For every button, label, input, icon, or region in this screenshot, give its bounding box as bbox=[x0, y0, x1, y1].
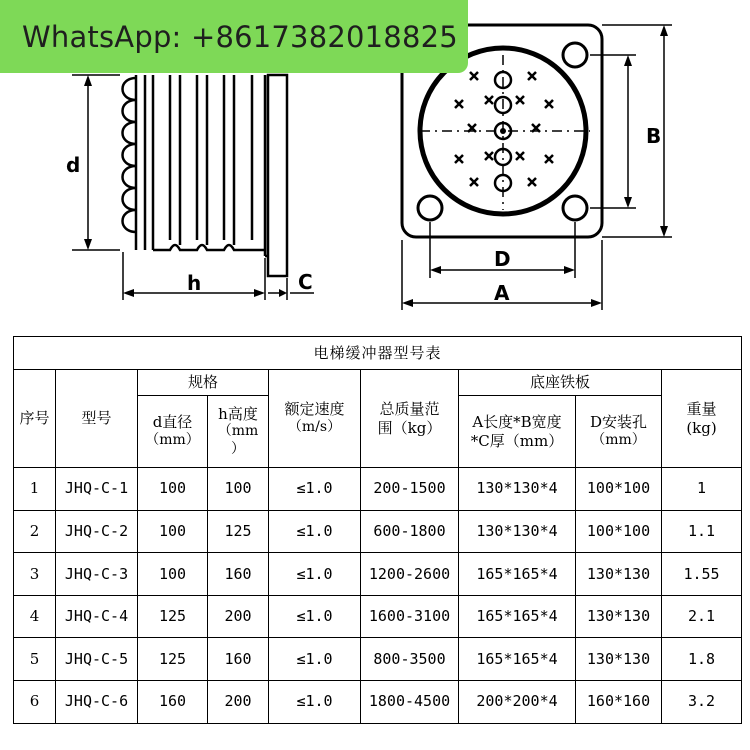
whatsapp-text: WhatsApp: +8617382018825 bbox=[22, 19, 458, 54]
label-c: C bbox=[298, 270, 313, 294]
cell-d: 100 bbox=[138, 553, 208, 596]
cell-weight: 1 bbox=[662, 468, 742, 511]
cell-weight: 1.8 bbox=[662, 638, 742, 681]
table-row bbox=[14, 680, 742, 723]
cell-speed: ≤1.0 bbox=[269, 510, 361, 553]
cell-abc: 165*165*4 bbox=[459, 638, 576, 681]
cell-h: 125 bbox=[208, 510, 269, 553]
cell-mass: 1800-4500 bbox=[361, 680, 459, 723]
cell-abc: 130*130*4 bbox=[459, 510, 576, 553]
cell-mass: 800-3500 bbox=[361, 638, 459, 681]
cell-model: JHQ-C-5 bbox=[56, 638, 138, 681]
label-dd: D bbox=[494, 247, 511, 271]
cell-seq: 4 bbox=[14, 595, 56, 638]
label-h: h bbox=[187, 271, 202, 295]
buffer-side-view bbox=[123, 75, 288, 276]
cell-weight: 2.1 bbox=[662, 595, 742, 638]
cell-seq: 2 bbox=[14, 510, 56, 553]
cell-seq: 6 bbox=[14, 680, 56, 723]
cell-abc: 200*200*4 bbox=[459, 680, 576, 723]
table-row bbox=[14, 595, 742, 638]
cell-hole: 130*130 bbox=[576, 638, 662, 681]
cell-mass: 1200-2600 bbox=[361, 553, 459, 596]
header-abc: A长度*B宽度 *C厚（mm） bbox=[459, 396, 576, 468]
cell-abc: 165*165*4 bbox=[459, 595, 576, 638]
cell-seq: 1 bbox=[14, 468, 56, 511]
header-hole: D安装孔 （mm） bbox=[576, 396, 662, 468]
cell-model: JHQ-C-1 bbox=[56, 468, 138, 511]
cell-h: 100 bbox=[208, 468, 269, 511]
cell-h: 200 bbox=[208, 680, 269, 723]
header-mass: 总质量范 围（kg） bbox=[361, 370, 459, 468]
label-b: B bbox=[646, 124, 662, 148]
cell-h: 200 bbox=[208, 595, 269, 638]
cell-d: 100 bbox=[138, 510, 208, 553]
table-row bbox=[14, 510, 742, 553]
table-row bbox=[14, 638, 742, 681]
cell-mass: 1600-3100 bbox=[361, 595, 459, 638]
cell-speed: ≤1.0 bbox=[269, 468, 361, 511]
table-body bbox=[14, 468, 742, 724]
cell-hole: 100*100 bbox=[576, 468, 662, 511]
label-d: d bbox=[66, 153, 81, 177]
cell-weight: 1.1 bbox=[662, 510, 742, 553]
cell-model: JHQ-C-3 bbox=[56, 553, 138, 596]
cell-abc: 165*165*4 bbox=[459, 553, 576, 596]
cell-d: 160 bbox=[138, 680, 208, 723]
cell-hole: 160*160 bbox=[576, 680, 662, 723]
table-row bbox=[14, 468, 742, 511]
cell-hole: 130*130 bbox=[576, 595, 662, 638]
cell-hole: 130*130 bbox=[576, 553, 662, 596]
header-speed: 额定速度 （m/s） bbox=[269, 370, 361, 468]
header-h-height: h高度 （mm ） bbox=[208, 396, 269, 468]
whatsapp-banner bbox=[0, 0, 468, 73]
cell-mass: 200-1500 bbox=[361, 468, 459, 511]
table-title: 电梯缓冲器型号表 bbox=[14, 337, 742, 370]
label-a: A bbox=[494, 281, 510, 305]
header-model: 型号 bbox=[56, 370, 138, 468]
header-base: 底座铁板 bbox=[459, 370, 662, 396]
cell-speed: ≤1.0 bbox=[269, 595, 361, 638]
cell-abc: 130*130*4 bbox=[459, 468, 576, 511]
cell-h: 160 bbox=[208, 553, 269, 596]
cell-model: JHQ-C-6 bbox=[56, 680, 138, 723]
cell-d: 125 bbox=[138, 595, 208, 638]
cell-speed: ≤1.0 bbox=[269, 553, 361, 596]
header-d-diameter: d直径 （mm） bbox=[138, 396, 208, 468]
header-seq: 序号 bbox=[14, 370, 56, 468]
header-weight: 重量 (kg) bbox=[662, 370, 742, 468]
header-spec: 规格 bbox=[138, 370, 269, 396]
model-spec-table bbox=[13, 336, 742, 724]
cell-h: 160 bbox=[208, 638, 269, 681]
cell-seq: 5 bbox=[14, 638, 56, 681]
cell-weight: 3.2 bbox=[662, 680, 742, 723]
cell-d: 100 bbox=[138, 468, 208, 511]
cell-model: JHQ-C-2 bbox=[56, 510, 138, 553]
table-row bbox=[14, 553, 742, 596]
cell-speed: ≤1.0 bbox=[269, 680, 361, 723]
cell-hole: 100*100 bbox=[576, 510, 662, 553]
cell-d: 125 bbox=[138, 638, 208, 681]
cell-speed: ≤1.0 bbox=[269, 638, 361, 681]
cell-seq: 3 bbox=[14, 553, 56, 596]
cell-weight: 1.55 bbox=[662, 553, 742, 596]
cell-model: JHQ-C-4 bbox=[56, 595, 138, 638]
cell-mass: 600-1800 bbox=[361, 510, 459, 553]
